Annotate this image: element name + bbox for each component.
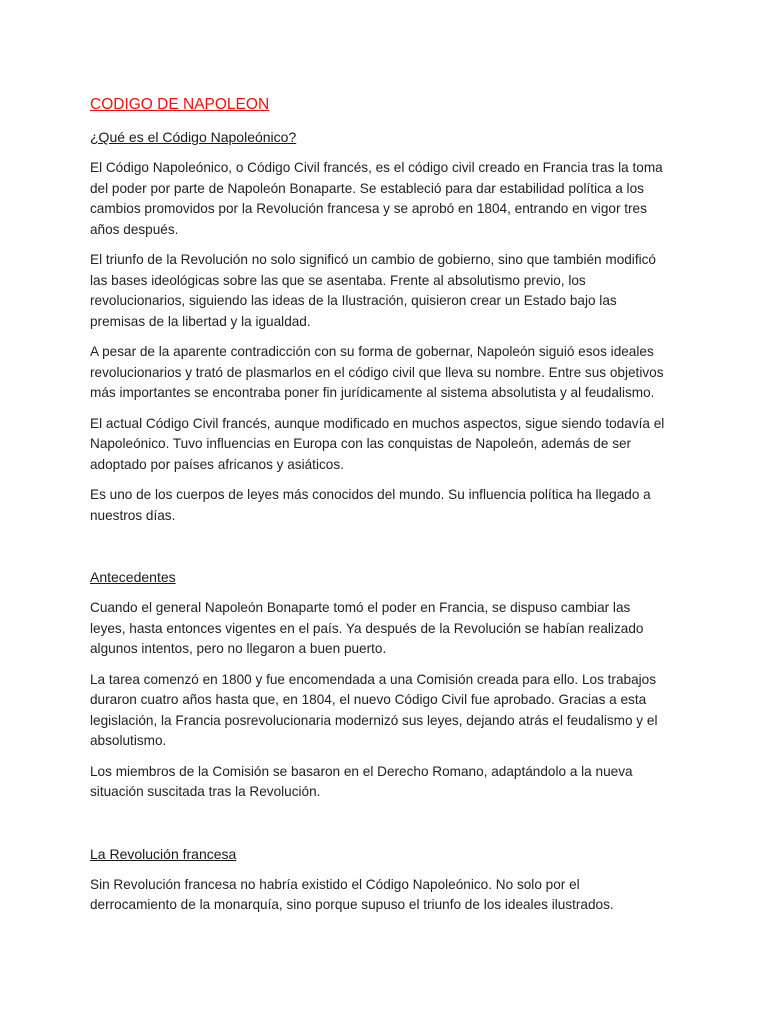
section-heading-antecedentes: Antecedentes	[90, 569, 176, 585]
document-title: CODIGO DE NAPOLEON	[90, 96, 270, 113]
paragraph: Sin Revolución francesa no habría existido el Código Napoleónico. No solo por el derrocamiento de la monarquía, sino porque supuso el triunfo de los ideales ilustrados.	[90, 876, 614, 912]
paragraph: La tarea comenzó en 1800 y fue encomendada a una Comisión creada para ello. Los trabajos duraron cuatro años hasta que, en 1804, el nuevo Código Civil fue aprobado. Gracias a esta legislación, la Francia posrevolucionaria modernizó sus leyes, dejando atrás el feudalismo y el absolutismo.	[90, 671, 658, 748]
section-heading-revolucion: La Revolución francesa	[90, 845, 237, 862]
paragraph: Cuando el general Napoleón Bonaparte tomó el poder en Francia, se dispuso cambiar las leyes, hasta entonces vigentes en el país. Ya después de la Revolución se habían realizado algunos intentos, pero no llegaron a buen puerto.	[90, 600, 644, 656]
paragraph: Es uno de los cuerpos de leyes más conocidos del mundo. Su influencia política ha llegado a nuestros días.	[90, 487, 651, 523]
section-heading-que-es: ¿Qué es el Código Napoleónico?	[90, 129, 297, 145]
paragraph: El actual Código Civil francés, aunque modificado en muchos aspectos, sigue siendo todavía el Napoleónico. Tuvo influencias en Europa con las conquistas de Napoleón, además de ser adoptado por países africanos y asiáticos.	[90, 415, 665, 472]
paragraph: A pesar de la aparente contradicción con su forma de gobernar, Napoleón siguió esos ideales revolucionarios y trató de plasmarlos en el código civil que lleva su nombre. Entre sus objetivos más importantes se encontraba poner fin jurídicamente al sistema absolutista y al feudalismo.	[90, 344, 664, 400]
paragraph: El Código Napoleónico, o Código Civil francés, es el código civil creado en Francia tras la toma del poder por parte de Napoleón Bonaparte. Se estableció para dar estabilidad política a los cambios promovidos por la Revolución francesa y se aprobó en 1804, entrando en vigor tres años después.	[90, 160, 663, 237]
section-spacer	[90, 813, 688, 844]
section-spacer	[90, 536, 688, 567]
paragraph: El triunfo de la Revolución no solo significó un cambio de gobierno, sino que también modificó las bases ideológicas sobre las que se asentaba. Frente al absolutismo previo, los revolucionarios, siguiendo las ideas de la Ilustración, quisieron crear un Estado bajo las premisas de la libertad y la igualdad.	[90, 252, 656, 329]
paragraph: Los miembros de la Comisión se basaron en el Derecho Romano, adaptándolo a la nueva situación suscitada tras la Revolución.	[90, 763, 633, 799]
